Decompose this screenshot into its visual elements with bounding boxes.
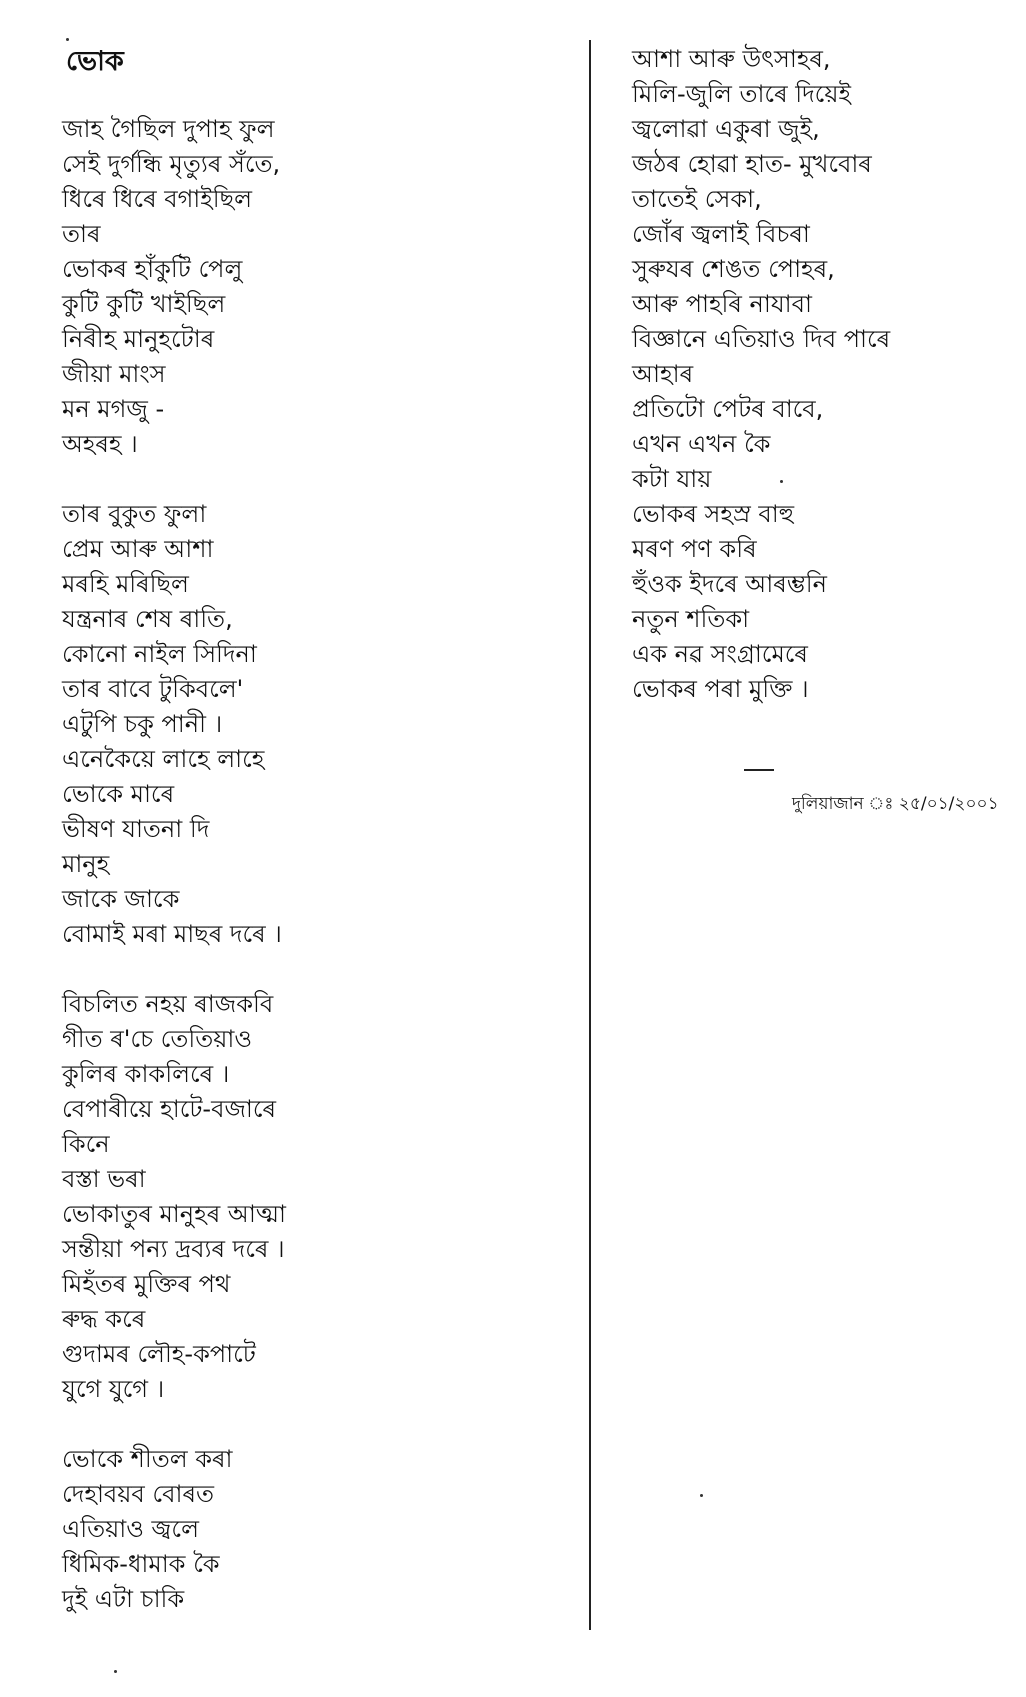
poem-line: যুগে যুগে । [62,1375,165,1403]
poem-line: যন্ত্ৰনাৰ শেষ ৰাতি, [62,605,233,633]
scan-speck [114,1670,117,1673]
poem-line: ভোকে শীতল কৰা [62,1445,233,1473]
poem-line: তাৰ [62,220,101,248]
poem-line: প্ৰেম আৰু আশা [62,535,214,563]
column-divider [589,40,591,1630]
stanza-3 [62,987,562,1407]
poem-line: বিচলিত নহয় ৰাজকবি [62,990,274,1018]
poem-line: কটা যায় [632,465,712,493]
poem-line: ভোকাতুৰ মানুহৰ আত্মা [62,1200,286,1228]
poem-line: আশা আৰু উৎসাহৰ, [632,45,831,73]
poem-line: ভীষণ যাতনা দি [62,815,210,843]
poem-line: এনেকৈয়ে লাহে লাহে [62,745,265,773]
poem-line: প্ৰতিটো পেটৰ বাবে, [632,395,824,423]
poem-line: কোনো নাইল সিদিনা [62,640,257,668]
poem-line: জাকে জাকে [62,885,180,913]
poem-line: দুই এটা চাকি [62,1585,185,1613]
place-date-signature: দুলিয়াজান ঃ ২৫/০১/২০০১ [792,794,999,814]
poem-line: গুদামৰ লৌহ-কপাটে [62,1340,256,1368]
poem-line: কুটি কুটি খাইছিল [62,290,226,318]
poem-line: আৰু পাহৰি নাযাবা [632,290,812,318]
poem-line: ভোকৰ সহস্ৰ বাহু [632,500,795,528]
poem-line: ধিমিক-ধামাক কৈ [62,1550,220,1578]
poem-line: তাতেই সেকা, [632,185,762,213]
left-column [62,112,562,1652]
scan-speck [780,480,783,483]
stanza-1 [62,112,562,462]
poem-line: মৰণ পণ কৰি [632,535,757,563]
poem-line: দেহাবয়ব বোৰত [62,1480,214,1508]
poem-line: মৰহি মৰিছিল [62,570,189,598]
poem-line: গীত ৰ'চে তেতিয়াও [62,1025,253,1053]
poem-line: এতিয়াও জ্বলে [62,1515,199,1543]
poem-line: নিৰীহ মানুহটোৰ [62,325,215,353]
scan-speck [700,1494,703,1497]
poem-title: ভোক [66,46,124,77]
poem-line: সুৰুযৰ শেঙত পোহৰ, [632,255,835,283]
poem-line: ৰুদ্ধ কৰে [62,1305,146,1333]
poem-line: সন্তীয়া পন্য দ্ৰব্যৰ দৰে । [62,1235,285,1263]
poem-line: ভোকৰ পৰা মুক্তি । [632,675,809,703]
poem-line: তাৰ বুকুত ফুলা [62,500,207,528]
poem-line: বিজ্ঞানে এতিয়াও দিব পাৰে [632,325,891,353]
stanza-2 [62,497,562,952]
poem-line: বস্তা ভৰা [62,1165,146,1193]
poem-line: এখন এখন কৈ [632,430,771,458]
poem-line: হুঁওক ইদৰে আৰম্ভনি [632,570,827,598]
poem-line: আহাৰ [632,360,694,388]
poem-line: সেই দুৰ্গন্ধি মৃত্যুৰ সঁতে, [62,150,281,178]
poem-line: জীয়া মাংস [62,360,166,388]
poem-line: এক নৱ সংগ্ৰামেৰে [632,640,808,668]
poem-line: কুলিৰ কাকলিৰে । [62,1060,230,1088]
poem-line: ভোকে মাৰে [62,780,175,808]
poem-line: ভোকৰ হাঁকুটি পেলু [62,255,243,283]
poem-line: তাৰ বাবে টুকিবলে' [62,675,244,703]
poem-line: মিলি-জুলি তাৰে দিয়েই [632,80,851,108]
scan-speck [66,38,69,41]
poem-line: অহৰহ । [62,430,138,458]
poem-line: জাহ গৈছিল দুপাহ ফুল [62,115,275,143]
poem-line: জ্বলোৱা একুৰা জুই, [632,115,820,143]
poem-line: মানুহ [62,850,110,878]
poem-line: বোমাই মৰা মাছৰ দৰে । [62,920,282,948]
poem-line: মিহঁতৰ মুক্তিৰ পথ [62,1270,231,1298]
poem-line: মন মগজু - [62,395,165,423]
poem-line: কিনে [62,1130,110,1158]
poem-line: এটুপি চকু পানী । [62,710,223,738]
poem-line: জোঁৰ জ্বলাই বিচৰা [632,220,810,248]
end-dash [744,769,774,771]
right-column [632,42,1012,707]
stanza-4 [62,1442,562,1617]
poem-line: বেপাৰীয়ে হাটে-বজাৰে [62,1095,277,1123]
poem-line: ধিৰে ধিৰে বগাইছিল [62,185,253,213]
poem-line: জঠৰ হোৱা হাত- মুখবোৰ [632,150,872,178]
poem-line: নতুন শতিকা [632,605,750,633]
